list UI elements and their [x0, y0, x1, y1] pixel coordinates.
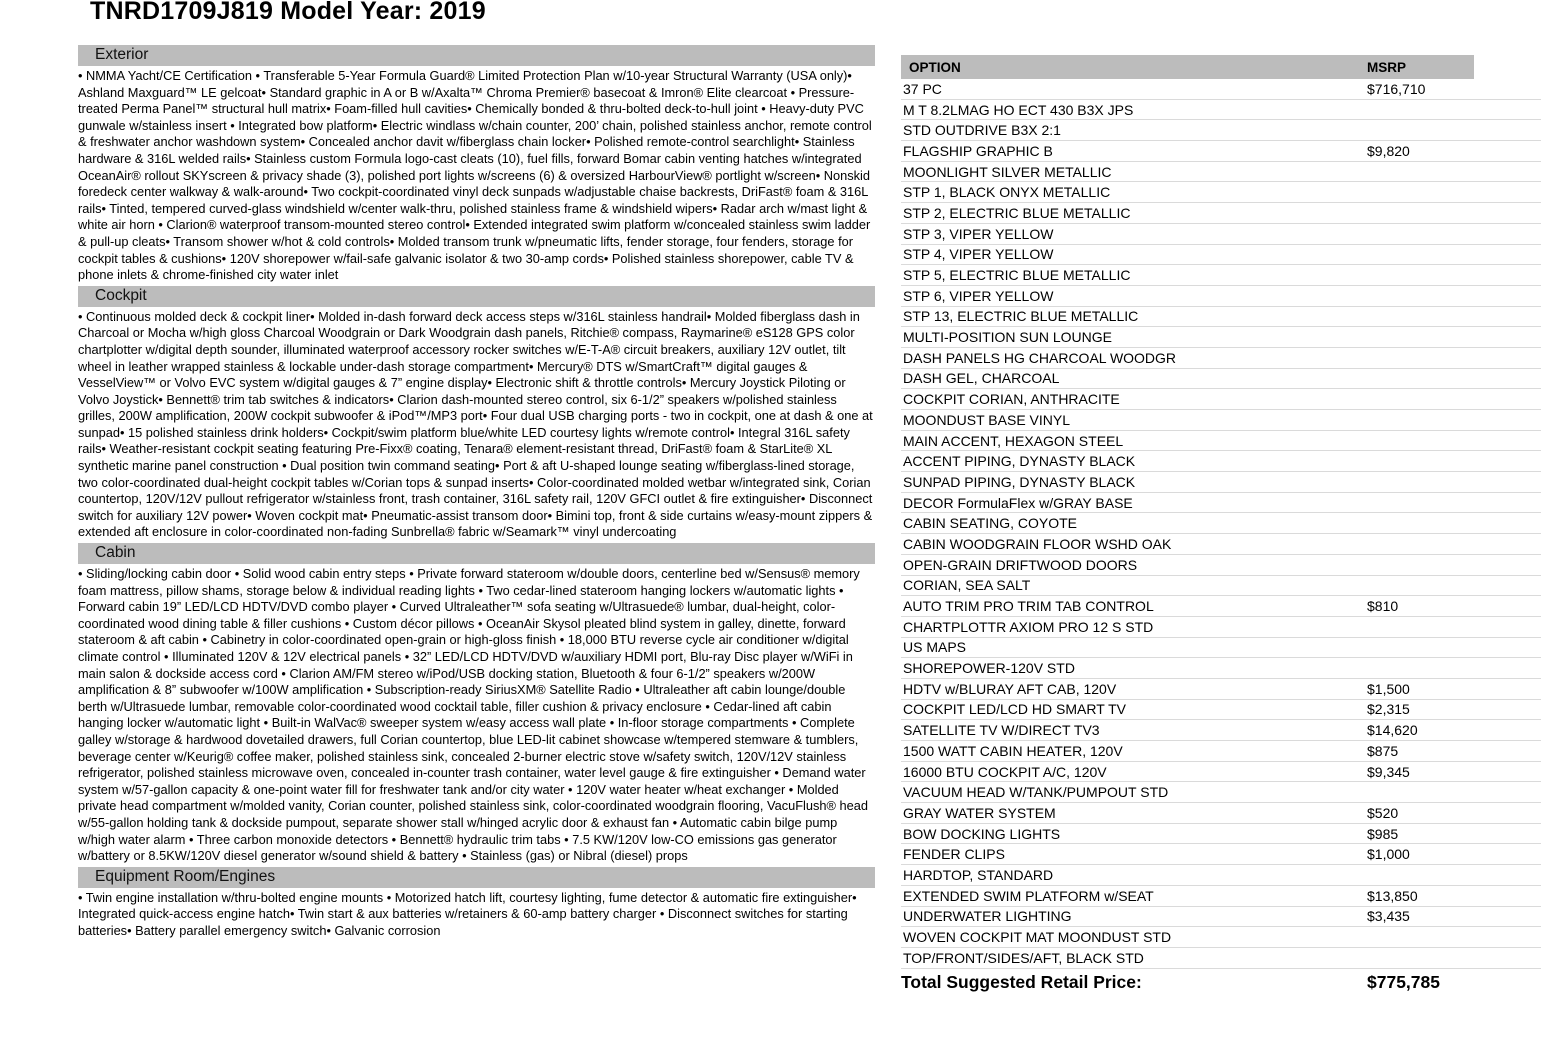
msrp-cell: $3,435: [1367, 908, 1410, 925]
table-row: [901, 389, 1541, 410]
msrp-cell: $985: [1367, 825, 1399, 842]
msrp-cell: $716,710: [1367, 80, 1426, 97]
msrp-cell: $9,345: [1367, 763, 1410, 780]
table-row: [901, 679, 1541, 700]
msrp-cell: $520: [1367, 804, 1399, 821]
spec-sections: [78, 44, 875, 941]
table-row: [901, 141, 1541, 162]
table-row: [901, 307, 1541, 328]
table-row: [901, 658, 1541, 679]
option-cell: FLAGSHIP GRAPHIC B: [903, 142, 1053, 159]
msrp-cell: $14,620: [1367, 722, 1418, 739]
option-cell: STD OUTDRIVE B3X 2:1: [903, 122, 1061, 139]
table-row: [901, 638, 1541, 659]
option-cell: STP 2, ELECTRIC BLUE METALLIC: [903, 204, 1131, 221]
table-row: [901, 79, 1541, 100]
option-cell: ACCENT PIPING, DYNASTY BLACK: [903, 453, 1136, 470]
table-row: [901, 534, 1541, 555]
option-cell: STP 5, ELECTRIC BLUE METALLIC: [903, 267, 1131, 284]
spec-section: [78, 286, 875, 542]
option-cell: AUTO TRIM PRO TRIM TAB CONTROL: [903, 598, 1154, 615]
table-row: [901, 265, 1541, 286]
msrp-cell: $1,000: [1367, 846, 1410, 863]
table-row: [901, 844, 1541, 865]
option-cell: CORIAN, SEA SALT: [903, 577, 1031, 594]
table-row: [901, 431, 1541, 452]
option-cell: EXTENDED SWIM PLATFORM w/SEAT: [903, 887, 1154, 904]
table-row: [901, 410, 1541, 431]
table-row: [901, 596, 1541, 617]
option-cell: SUNPAD PIPING, DYNASTY BLACK: [903, 473, 1136, 490]
table-row: [901, 182, 1541, 203]
option-cell: DASH GEL, CHARCOAL: [903, 370, 1060, 387]
table-row: [901, 555, 1541, 576]
table-row: [901, 782, 1541, 803]
section-body-text: • Sliding/locking cabin door • Solid wood cabin entry steps • Private forward stateroom w/double doors, centerline bed w/Sensus® memory foam mattress, pillow shams, storage below & individual reading lights • Two cedar-lined stateroom hanging lockers w/automatic lights • Forward cabin 19” LED/LCD HDTV/DVD combo player • Curved Ultraleather™ sofa seating w/Ultrasuede® lumbar, dual-height, color-coordinated wood dining table & filler cushions • Custom décor pillows • OceanAir Skysol pleated blind system in galley, dinette, forward stateroom & aft cabin • Cabinetry in color-coordinated open-grain or high-gloss finish • 18,000 BTU reverse cycle air conditioner w/digital climate control • Illuminated 120V & 12V electrical panels • 32” LED/LCD HDTV/DVD w/auxiliary HDMI port, Blu-ray Disc player w/WiFi in main salon & dockside access cord • Clarion AM/FM stereo w/iPod/USB docking station, Bluetooth & four 6-1/2” speakers w/200W amplification & 8” subwoofer w/100W amplification • Subscription-ready SiriusXM® Satellite Radio • Ultraleather aft cabin lounge/double berth w/Ultrasuede lumbar, removable color-coordinated wood cocktail table, filler cushion & privacy enclosure • Cedar-lined aft cabin hanging locker w/automatic light • Built-in WalVac® sweeper system w/easy access wall plate • In-floor storage compartments • Complete galley w/storage & hardwood dovetailed drawers, full Corian countertop, blue LED-lit cabinet showcase w/tempered stemware & tumblers, beverage center w/Keurig® coffee maker, polished stainless sink, concealed 2-burner electric stove w/safety switch, 120V/12V stainless refrigerator, polished stainless microwave oven, concealed in-counter trash container, water level gauge & fire extinguisher • Demand water system w/57-gallon capacity & one-point water fill for freshwater tank and/or city water • 120V water heater w/heat exchanger • Molded private head compartment w/molded vanity, Corian counter, polished stainless sink, color-coordinated woodgrain flooring, VacuFlush® head w/55-gallon holding tank & dockside pumpout, separate shower stall w/hinged acrylic door & exhaust fan • Automatic cabin bilge pump w/high water alarm • Three carbon monoxide detectors • Bennett® hydraulic trim tabs • 7.5 KW/120V low-CO emissions gas generator w/battery or 8.5KW/120V diesel generator w/sound shield & battery • Stainless (gas) or Nibral (diesel) props: [78, 566, 868, 864]
option-cell: CHARTPLOTTR AXIOM PRO 12 S STD: [903, 618, 1154, 635]
table-row: [901, 865, 1541, 886]
table-row: [901, 927, 1541, 948]
options-table: [901, 55, 1556, 993]
option-cell: UNDERWATER LIGHTING: [903, 908, 1072, 925]
option-cell: STP 6, VIPER YELLOW: [903, 287, 1054, 304]
option-cell: STP 13, ELECTRIC BLUE METALLIC: [903, 308, 1139, 325]
msrp-cell: $1,500: [1367, 680, 1410, 697]
option-cell: 1500 WATT CABIN HEATER, 120V: [903, 742, 1123, 759]
option-cell: SHOREPOWER-120V STD: [903, 660, 1075, 677]
table-row: [901, 720, 1541, 741]
option-cell: OPEN-GRAIN DRIFTWOOD DOORS: [903, 556, 1138, 573]
table-row: [901, 617, 1541, 638]
spec-section: [78, 867, 875, 941]
option-cell: STP 4, VIPER YELLOW: [903, 246, 1054, 263]
option-cell: US MAPS: [903, 639, 967, 656]
table-row: [901, 327, 1541, 348]
option-cell: HARDTOP, STANDARD: [903, 866, 1054, 883]
option-cell: WOVEN COCKPIT MAT MOONDUST STD: [903, 929, 1172, 946]
table-row: [901, 203, 1541, 224]
option-cell: COCKPIT LED/LCD HD SMART TV: [903, 701, 1127, 718]
page-title: TNRD1709J819 Model Year: 2019: [90, 0, 486, 25]
table-row: [901, 100, 1541, 121]
total-row: [901, 972, 1556, 993]
table-row: [901, 886, 1541, 907]
table-row: [901, 907, 1541, 928]
option-cell: FENDER CLIPS: [903, 846, 1005, 863]
table-row: [901, 451, 1541, 472]
table-row: [901, 162, 1541, 183]
option-cell: CABIN SEATING, COYOTE: [903, 515, 1077, 532]
option-cell: 37 PC: [903, 80, 942, 97]
msrp-cell: $875: [1367, 742, 1399, 759]
option-column-header: OPTION: [909, 59, 961, 75]
spec-section: [78, 543, 875, 866]
spec-section: [78, 45, 875, 285]
section-body-text: • Twin engine installation w/thru-bolted engine mounts • Motorized hatch lift, courtesy lighting, fume detector & automatic fire extinguisher• Integrated quick-access engine hatch• Twin start & aux batteries w/retainers & 60-amp battery charger • Disconnect switches for starting batteries• Battery parallel emergency switch• Galvanic corrosion: [78, 889, 857, 938]
option-cell: MOONDUST BASE VINYL: [903, 411, 1071, 428]
option-cell: DASH PANELS HG CHARCOAL WOODGR: [903, 349, 1177, 366]
table-row: [901, 741, 1541, 762]
option-cell: DECOR FormulaFlex w/GRAY BASE: [903, 494, 1133, 511]
option-cell: SATELLITE TV W/DIRECT TV3: [903, 722, 1100, 739]
table-row: [901, 472, 1541, 493]
option-cell: VACUUM HEAD W/TANK/PUMPOUT STD: [903, 784, 1169, 801]
option-cell: GRAY WATER SYSTEM: [903, 804, 1056, 821]
option-cell: STP 1, BLACK ONYX METALLIC: [903, 184, 1111, 201]
table-row: [901, 948, 1541, 969]
section-heading: Exterior: [78, 45, 875, 66]
table-row: [901, 803, 1541, 824]
option-cell: MOONLIGHT SILVER METALLIC: [903, 163, 1112, 180]
table-row: [901, 493, 1541, 514]
table-row: [901, 576, 1541, 597]
section-body-text: • Continuous molded deck & cockpit liner• Molded in-dash forward deck access steps w/316L stainless handrail• Molded fiberglass dash in Charcoal or Mocha w/high gloss Charcoal Woodgrain or Dark Woodgrain dash panels, Ritchie® compass, Raymarine® eS128 GPS color chartplotter w/digital depth sounder, illuminated waterproof accessory rocker switches w/E-T-A® circuit breakers, auxiliary 12V outlet, tilt wheel in leather wrapped stainless & lockable under-dash storage compartment• Mercury® DTS w/SmartCraft™ digital gauges & VesselView™ or Volvo EVC system w/digital gauges & 7” engine display• Electronic shift & throttle controls• Mercury Joystick Piloting or Volvo Joystick• Bennett® trim tab switches & indicators• Clarion dash-mounted stereo control, six 6-1/2” speakers w/polished stainless grilles, 200W amplification, 200W cockpit subwoofer & iPod™/MP3 port• Four dual USB charging ports - two in cockpit, one at dash & one at sunpad• 15 polished stainless drink holders• Cockpit/swim platform blue/white LED courtesy lights w/remote control• Integral 316L safety rails• Weather-resistant cockpit seating featuring Pre-Fixx® coating, Tenara® element-resistant thread, DriFast® foam & StarLite® XL synthetic marine panel construction • Dual position twin command seating• Port & aft U-shaped lounge seating w/fiberglass-lined storage, two color-coordinated dual-height cockpit tables w/Corian tops & sunpad inserts• Color-coordinated molded wetbar w/integrated sink, Corian countertop, 120V/12V pullout refrigerator w/stainless front, trash container, 316L safety rail, 120V GFCI outlet & fire extinguisher• Disconnect switch for auxiliary 12V power• Woven cockpit mat• Pneumatic-assist transom door• Bimini top, front & side curtains w/easy-mount zippers & extended aft enclosure in color-coordinated non-fading Sunbrella® fabric w/Seamark™ vinyl undercoating: [78, 308, 873, 540]
option-cell: CABIN WOODGRAIN FLOOR WSHD OAK: [903, 535, 1172, 552]
options-table-header: [901, 55, 1474, 79]
table-row: [901, 245, 1541, 266]
table-row: [901, 513, 1541, 534]
table-row: [901, 348, 1541, 369]
option-cell: 16000 BTU COCKPIT A/C, 120V: [903, 763, 1107, 780]
option-cell: HDTV w/BLURAY AFT CAB, 120V: [903, 680, 1117, 697]
option-cell: M T 8.2LMAG HO ECT 430 B3X JPS: [903, 101, 1134, 118]
section-heading: Cabin: [78, 543, 875, 564]
option-cell: MAIN ACCENT, HEXAGON STEEL: [903, 432, 1124, 449]
table-row: [901, 286, 1541, 307]
msrp-cell: $13,850: [1367, 887, 1418, 904]
option-cell: TOP/FRONT/SIDES/AFT, BLACK STD: [903, 949, 1144, 966]
section-heading: Equipment Room/Engines: [78, 867, 875, 888]
msrp-cell: $2,315: [1367, 701, 1410, 718]
total-value: $775,785: [1367, 971, 1440, 992]
options-table-body: [901, 79, 1541, 969]
total-label: Total Suggested Retail Price:: [901, 971, 1142, 992]
table-row: [901, 824, 1541, 845]
table-row: [901, 700, 1541, 721]
option-cell: COCKPIT CORIAN, ANTHRACITE: [903, 391, 1120, 408]
section-heading: Cockpit: [78, 286, 875, 307]
table-row: [901, 120, 1541, 141]
option-cell: MULTI-POSITION SUN LOUNGE: [903, 329, 1112, 346]
option-cell: STP 3, VIPER YELLOW: [903, 225, 1054, 242]
msrp-cell: $9,820: [1367, 142, 1410, 159]
section-body-text: • NMMA Yacht/CE Certification • Transferable 5-Year Formula Guard® Limited Protection Plan w/10-year Structural Warranty (USA only)• Ashland Maxguard™ LE gelcoat• Standard graphic in A or B w/Axalta™ Chroma Premier® basecoat & Imron® Elite clearcoat • Pressure-treated Perma Panel™ structural hull matrix• Foam-filled hull cavities• Chemically bonded & thru-bolted deck-to-hull joint • Heavy-duty PVC gunwale w/stainless insert • Integrated bow platform• Electric windlass w/chain counter, 200’ chain, polished stainless anchor, remote control & freshwater anchor washdown system• Concealed anchor davit w/fiberglass chain locker• Polished remote-control searchlight• Stainless hardware & 316L welded rails• Stainless custom Formula logo-cast cleats (10), fuel fills, forward Bomar cabin venting hatches w/integrated OceanAir® rollout SKYscreen & privacy shade (3), polished port lights w/screens (6) & oversized HarbourView® portlight w/screen• Nonskid foredeck center walkway & walk-around• Two cockpit-coordinated vinyl deck sunpads w/adjustable chaise backrests, DriFast® foam & 316L rails• Tinted, tempered curved-glass windshield w/center walk-thru, polished stainless frame & windshield wipers• Radar arch w/mast light & white air horn • Clarion® waterproof transom-mounted stereo control• Extended integrated swim platform w/concealed stainless swim ladder & pull-up cleats• Transom shower w/hot & cold controls• Molded transom trunk w/pneumatic lifts, fender storage, four fenders, storage for cockpit tables & cushions• 120V shorepower w/fail-safe galvanic isolator & two 30-amp cords• Polished stainless shorepower, cable TV & phone inlets & chrome-finished city water inlet: [78, 68, 872, 283]
table-row: [901, 224, 1541, 245]
table-row: [901, 369, 1541, 390]
msrp-cell: $810: [1367, 598, 1399, 615]
msrp-column-header: MSRP: [1367, 59, 1407, 75]
table-row: [901, 762, 1541, 783]
option-cell: BOW DOCKING LIGHTS: [903, 825, 1061, 842]
